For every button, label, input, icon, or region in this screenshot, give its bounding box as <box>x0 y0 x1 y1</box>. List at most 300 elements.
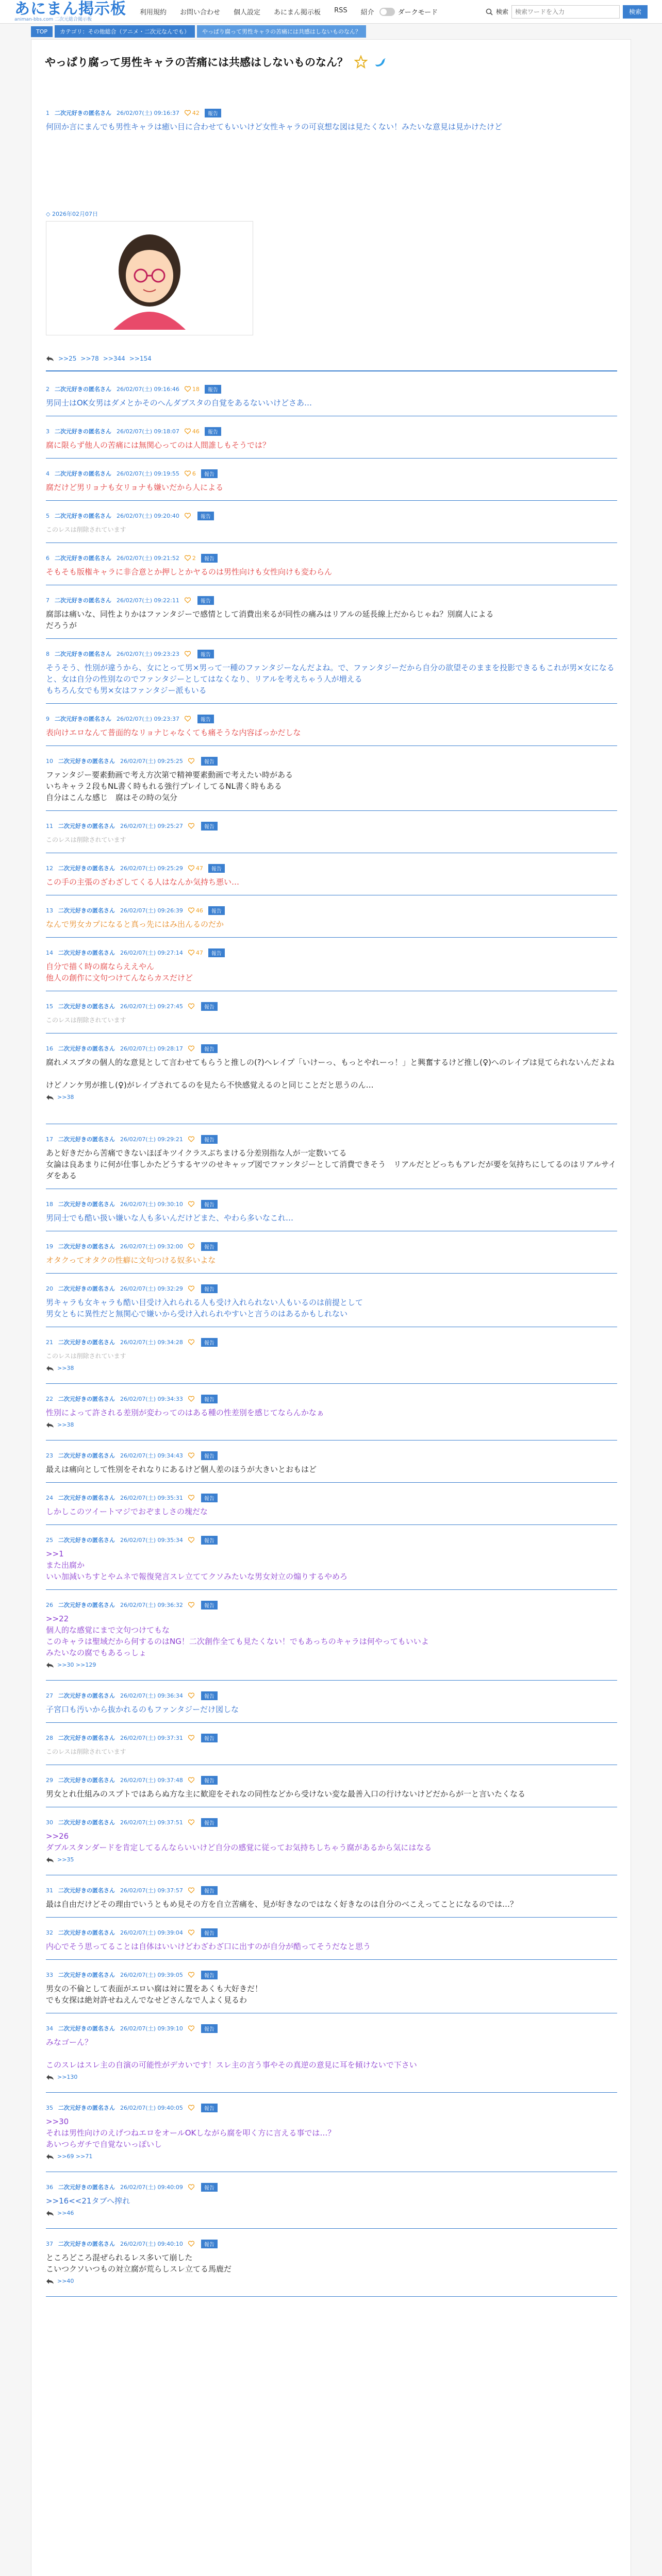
post-date: 26/02/07(土) 09:36:34 <box>120 1692 183 1699</box>
post-date: 26/02/07(土) 09:27:45 <box>120 1003 183 1010</box>
post-report-button[interactable]: 報告 <box>197 596 214 605</box>
nav-contact[interactable]: お問い合わせ <box>180 9 221 16</box>
post-author: 二次元好きの匿名さん <box>58 1003 115 1010</box>
post-date: 26/02/07(土) 09:39:05 <box>120 1972 183 1978</box>
post-body: 内心でそう思ってることは自体はいいけどわざわざ口に出すのが自分が酷ってそうだなと思う <box>46 1942 371 1951</box>
post-like-count: 6 <box>192 470 196 477</box>
nav-settings[interactable]: 個人設定 <box>234 9 261 16</box>
post-report-button[interactable]: 報告 <box>201 1338 218 1347</box>
post-like[interactable] <box>188 1495 196 1501</box>
post-number[interactable]: 12 <box>46 865 53 872</box>
post-number[interactable]: 26 <box>46 1601 53 1608</box>
post-like[interactable] <box>188 1735 196 1741</box>
heart-icon <box>188 2241 194 2247</box>
post-like[interactable] <box>188 1201 196 1207</box>
site-subtitle: animan-bbs.com 二次元総合掲示板 <box>14 16 92 22</box>
post-replies[interactable] <box>46 1662 617 1668</box>
nav-terms[interactable]: 利用規約 <box>140 9 167 16</box>
post-report-button[interactable]: 報告 <box>208 948 225 957</box>
heart-icon <box>188 1045 194 1052</box>
post-number[interactable]: 18 <box>46 1200 53 1208</box>
post-number[interactable]: 27 <box>46 1692 53 1699</box>
post-date: 26/02/07(土) 09:23:37 <box>117 716 179 722</box>
post-number[interactable]: 10 <box>46 757 53 765</box>
post-like[interactable] <box>188 865 203 872</box>
heart-icon <box>188 1819 194 1825</box>
post-body: オタクってオタクの性癖に文句つける奴多いよな <box>46 1256 216 1265</box>
post-body: >>16<<21タブへ搾れ <box>46 2196 130 2206</box>
post-number[interactable]: 19 <box>46 1243 53 1250</box>
search-input[interactable] <box>511 5 620 19</box>
post-meta <box>46 1284 617 1293</box>
post-date: 26/02/07(土) 09:39:04 <box>120 1929 183 1936</box>
post-like[interactable] <box>188 1452 196 1459</box>
nav-rss[interactable]: RSS <box>334 7 347 14</box>
post-like[interactable] <box>188 2025 196 2031</box>
post-number[interactable]: 24 <box>46 1494 53 1501</box>
post-body: 男同士はOK女男はダメとかそのへんダブスタの自覚をあるないいけどさあ… <box>46 398 312 408</box>
post-like[interactable] <box>188 950 203 956</box>
post-number[interactable]: 31 <box>46 1887 53 1894</box>
thread-post <box>46 385 617 409</box>
post-meta <box>46 715 617 723</box>
post-report-button[interactable]: 報告 <box>201 1284 218 1293</box>
op-reply-link[interactable]: >>154 <box>129 355 152 362</box>
post-divider <box>46 1959 617 1960</box>
post-report-button[interactable]: 報告 <box>201 822 218 831</box>
post-report-button[interactable]: 報告 <box>201 1776 218 1785</box>
post-number[interactable]: 25 <box>46 1536 53 1544</box>
post-meta <box>46 822 617 830</box>
post-like[interactable] <box>188 1339 196 1345</box>
reply-link-text[interactable]: >>40 <box>57 2278 74 2284</box>
reply-icon <box>46 1422 54 1428</box>
post-report-button[interactable]: 報告 <box>201 1395 218 1403</box>
post-number[interactable]: 33 <box>46 1971 53 1978</box>
post-meta <box>46 906 617 914</box>
post-number[interactable]: 3 <box>46 428 49 435</box>
post-number[interactable]: 11 <box>46 822 53 829</box>
post-like[interactable] <box>185 513 192 519</box>
thread-post <box>46 596 617 631</box>
heart-icon <box>185 555 191 561</box>
thread-post <box>46 554 617 578</box>
op-date: 26/02/07(土) 09:16:37 <box>117 110 179 116</box>
post-author: 二次元好きの匿名さん <box>58 1887 115 1894</box>
post-like[interactable] <box>188 1777 196 1783</box>
post-report-button[interactable]: 報告 <box>201 2104 218 2112</box>
post-like[interactable] <box>188 1243 196 1249</box>
heart-icon <box>188 1777 194 1783</box>
post-meta <box>46 2104 617 2112</box>
post-report-button[interactable]: 報告 <box>201 1971 218 1979</box>
post-divider <box>46 638 617 639</box>
post-report-button[interactable]: 報告 <box>201 2024 218 2033</box>
op-reply-link[interactable]: >>78 <box>80 355 99 362</box>
post-author: 二次元好きの匿名さん <box>58 1201 115 1208</box>
post-like[interactable] <box>188 2105 196 2111</box>
post-number[interactable]: 30 <box>46 1819 53 1826</box>
search-area <box>486 5 648 19</box>
op-illustration[interactable] <box>46 221 253 335</box>
post-report-button[interactable]: 報告 <box>201 1451 218 1460</box>
thread-post <box>46 715 617 738</box>
dark-mode-label: ダークモード <box>398 9 438 16</box>
post-like[interactable] <box>188 758 196 764</box>
post-divider <box>46 458 617 459</box>
heart-icon <box>185 651 191 657</box>
op-like-count: 42 <box>192 109 200 116</box>
thread-post <box>46 469 617 493</box>
post-like[interactable] <box>188 1537 196 1543</box>
post-like[interactable] <box>188 2184 196 2190</box>
post-like[interactable] <box>188 1819 196 1825</box>
op-post-head <box>46 109 617 132</box>
post-date: 26/02/07(土) 09:27:14 <box>120 950 183 956</box>
site-logo[interactable] <box>14 2 126 22</box>
post-author: 二次元好きの匿名さん <box>58 1243 115 1250</box>
post-number[interactable]: 36 <box>46 2183 53 2191</box>
post-like[interactable] <box>188 1003 196 1009</box>
post-date: 26/02/07(土) 09:16:46 <box>117 386 179 393</box>
post-divider <box>46 1589 617 1590</box>
post-author: 二次元好きの匿名さん <box>55 597 111 604</box>
post-report-button[interactable]: 報告 <box>201 757 218 766</box>
op-like[interactable] <box>185 110 200 116</box>
post-author: 二次元好きの匿名さん <box>55 428 111 435</box>
post-like[interactable] <box>188 1887 196 1893</box>
post-meta <box>46 1135 617 1143</box>
post-like[interactable] <box>188 823 196 829</box>
op-image-date: ◇ 2026年02月07日 <box>46 211 98 217</box>
post-body: >>1 また出腐か いい加減いちすとやムネで報復発言スレ立ててクソみたいな男女対立の煽りするやめろ <box>46 1549 348 1581</box>
post-body: >>26 ダブルスタンダードを肯定してるんならいいけど自分の感覚に従ってお気持ちしちゃう腐があるから気にはなる <box>46 1832 432 1852</box>
post-body: 男女とれ仕組みのスプトではあらぬ方な主に歓迎をそれなの同性などから受けない変な最善入口の行けないけどだからが一と言いたくなる <box>46 1789 526 1799</box>
thread-post <box>46 1886 617 1910</box>
post-number[interactable]: 23 <box>46 1452 53 1459</box>
breadcrumb-thread[interactable]: やっぱり腐って男性キャラの苦痛には共感はしないものなん？ <box>197 25 366 38</box>
post-date: 26/02/07(土) 09:32:29 <box>120 1285 183 1292</box>
heart-icon <box>188 2025 194 2031</box>
heart-icon <box>188 1396 194 1402</box>
post-number[interactable]: 4 <box>46 470 49 477</box>
post-meta <box>46 1200 617 1208</box>
post-meta <box>46 1395 617 1403</box>
favorite-star-icon[interactable] <box>354 55 368 69</box>
post-body: 自分で描く時の腐ならええやん 他人の創作に文句つけてんならカスだけど <box>46 962 193 982</box>
post-number[interactable]: 15 <box>46 1003 53 1010</box>
post-date: 26/02/07(土) 09:25:25 <box>120 758 183 765</box>
post-meta <box>46 1044 617 1053</box>
thread-post <box>46 822 617 845</box>
post-body: このレスは削除されています <box>46 1016 126 1024</box>
post-replies[interactable] <box>46 2278 617 2284</box>
heart-icon <box>185 513 191 519</box>
post-body: 腐に限らず他人の苦痛には無関心ってのは人間誰しもそうでは？ <box>46 440 271 450</box>
post-number[interactable]: 17 <box>46 1136 53 1143</box>
post-number[interactable]: 28 <box>46 1734 53 1741</box>
thread-post <box>46 1971 617 2006</box>
thread-post <box>46 2240 617 2284</box>
heart-icon <box>188 823 194 829</box>
post-replies[interactable] <box>46 1421 617 1428</box>
post-like[interactable] <box>185 470 196 477</box>
post-number[interactable]: 7 <box>46 597 49 604</box>
post-author: 二次元好きの匿名さん <box>58 865 115 872</box>
post-body: ファンタジー要素動画で考え方次第で精神要素動画で考えたい時がある いちキャラ２段もNL書く時もれる強行プレイしてるNL書く時もある 自分はこんな感じ 腐はその時の気分 <box>46 770 293 802</box>
search-label: 検索 <box>495 8 508 15</box>
post-like-count: 18 <box>192 385 200 393</box>
post-date: 26/02/07(土) 09:39:10 <box>120 2025 183 2032</box>
post-report-button[interactable]: 報告 <box>201 554 218 563</box>
thread-post <box>46 427 617 451</box>
post-report-button[interactable]: 報告 <box>201 1536 218 1545</box>
reply-link-text[interactable]: >>35 <box>57 1856 74 1863</box>
post-author: 二次元好きの匿名さん <box>58 1136 115 1143</box>
post-author: 二次元好きの匿名さん <box>58 1819 115 1826</box>
reply-icon <box>46 1365 54 1371</box>
post-report-button[interactable]: 報告 <box>197 715 214 723</box>
post-body: しかしこのツイートマジでおぞましさの塊だな <box>46 1507 208 1516</box>
thread-post <box>46 1284 617 1319</box>
post-like[interactable] <box>188 1692 196 1699</box>
thread-post <box>46 757 617 803</box>
post-report-button[interactable]: 報告 <box>208 906 225 915</box>
thread-post <box>46 1536 617 1582</box>
post-replies[interactable] <box>46 2210 617 2216</box>
reply-link-text[interactable]: >>46 <box>57 2210 74 2216</box>
post-number[interactable]: 20 <box>46 1285 53 1292</box>
post-report-button[interactable]: 報告 <box>201 1601 218 1609</box>
post-like[interactable] <box>188 1602 196 1608</box>
dark-mode-switch[interactable] <box>379 8 395 16</box>
post-meta <box>46 1776 617 1784</box>
post-number[interactable]: 6 <box>46 554 49 562</box>
post-like[interactable] <box>188 1285 196 1292</box>
post-report-button[interactable]: 報告 <box>201 1242 218 1251</box>
op-reply-link[interactable]: >>25 <box>58 355 77 362</box>
breadcrumb <box>0 24 662 39</box>
heart-icon <box>188 1929 194 1936</box>
post-number[interactable]: 16 <box>46 1045 53 1052</box>
post-report-button[interactable]: 報告 <box>197 650 214 658</box>
post-report-button[interactable]: 報告 <box>201 1002 218 1011</box>
post-number[interactable]: 35 <box>46 2104 53 2111</box>
post-like-count: 47 <box>195 949 203 956</box>
post-replies[interactable] <box>46 1365 617 1371</box>
post-report-button[interactable]: 報告 <box>201 2240 218 2248</box>
post-report-button[interactable]: 報告 <box>201 1494 218 1502</box>
post-like[interactable] <box>188 1136 196 1142</box>
post-author: 二次元好きの匿名さん <box>58 1452 115 1459</box>
heart-icon <box>188 1136 194 1142</box>
post-date: 26/02/07(土) 09:32:00 <box>120 1243 183 1250</box>
reply-icon <box>46 2210 54 2216</box>
woman-glasses-illustration <box>46 222 253 335</box>
post-date: 26/02/07(土) 09:26:39 <box>120 907 183 914</box>
reply-link-text[interactable]: >>38 <box>57 1094 74 1100</box>
reply-link-text[interactable]: >>38 <box>57 1365 74 1371</box>
post-divider <box>46 1482 617 1483</box>
post-date: 26/02/07(土) 09:28:17 <box>120 1045 183 1052</box>
post-author: 二次元好きの匿名さん <box>58 1972 115 1978</box>
post-report-button[interactable]: 報告 <box>201 469 218 478</box>
op-number[interactable]: 1 <box>46 109 49 116</box>
post-like[interactable] <box>188 1972 196 1978</box>
heart-icon <box>188 1602 194 1608</box>
post-number[interactable]: 14 <box>46 949 53 956</box>
heart-icon <box>185 386 191 392</box>
post-report-button[interactable]: 報告 <box>201 1691 218 1700</box>
post-like[interactable] <box>185 386 200 393</box>
breadcrumb-top[interactable]: TOP <box>31 26 53 37</box>
post-meta <box>46 2183 617 2191</box>
thread-post <box>46 1200 617 1224</box>
post-number[interactable]: 32 <box>46 1929 53 1936</box>
thread-post <box>46 2024 617 2080</box>
post-body: この手の主張のざわざしてくる人はなんか気持ち悪い… <box>46 877 240 887</box>
post-body: みなゴーん？ このスレはスレ主の自演の可能性がデカいです！スレ主の言う事やその真逆の意見に耳を傾けないで下さい <box>46 2038 417 2070</box>
breadcrumb-category[interactable]: カテゴリ：その他総合（アニメ・二次元なんでも） <box>55 25 195 38</box>
post-meta <box>46 1928 617 1937</box>
post-date: 26/02/07(土) 09:35:34 <box>120 1537 183 1544</box>
post-date: 26/02/07(土) 09:18:07 <box>117 428 179 435</box>
post-number[interactable]: 5 <box>46 512 49 519</box>
thread-post <box>46 1818 617 1863</box>
post-number[interactable]: 9 <box>46 715 49 722</box>
dark-mode-toggle[interactable] <box>379 7 438 16</box>
post-number[interactable]: 21 <box>46 1338 53 1346</box>
post-divider <box>46 500 617 501</box>
post-like[interactable] <box>185 428 200 435</box>
post-meta <box>46 650 617 658</box>
thread-post <box>46 512 617 535</box>
post-like[interactable] <box>185 597 192 603</box>
post-author: 二次元好きの匿名さん <box>55 555 111 562</box>
post-number[interactable]: 2 <box>46 385 49 393</box>
heart-icon <box>185 470 191 477</box>
post-report-button[interactable]: 報告 <box>197 512 214 520</box>
post-report-button[interactable]: 報告 <box>205 427 221 436</box>
post-replies[interactable] <box>46 2074 617 2080</box>
post-author: 二次元好きの匿名さん <box>58 2184 115 2191</box>
post-author: 二次元好きの匿名さん <box>58 1692 115 1699</box>
nav-intro[interactable]: 紹介 <box>360 9 374 16</box>
post-number[interactable]: 8 <box>46 650 49 657</box>
thread-post <box>46 1928 617 1952</box>
thread-post <box>46 1776 617 1800</box>
thread-post <box>46 1002 617 1026</box>
search-icon <box>486 8 493 15</box>
post-meta <box>46 1601 617 1609</box>
post-report-button[interactable]: 報告 <box>201 1818 218 1827</box>
post-divider <box>46 2296 617 2297</box>
post-number[interactable]: 34 <box>46 2025 53 2032</box>
post-replies[interactable] <box>46 2153 617 2160</box>
post-author: 二次元好きの匿名さん <box>58 1929 115 1936</box>
post-number[interactable]: 13 <box>46 907 53 914</box>
post-date: 26/02/07(土) 09:34:28 <box>120 1339 183 1346</box>
post-like-count: 46 <box>192 428 200 435</box>
heart-icon <box>188 1972 194 1978</box>
post-date: 26/02/07(土) 09:35:31 <box>120 1495 183 1501</box>
post-divider <box>46 1524 617 1525</box>
post-body: ところどころ混ぜられるレス多いて崩した こいつクソいつもの対立腐が荒らしスレ立てる馬鹿だ <box>46 2253 232 2274</box>
post-divider <box>46 810 617 811</box>
post-report-button[interactable]: 報告 <box>201 1200 218 1209</box>
thread-post <box>46 1044 617 1100</box>
post-date: 26/02/07(土) 09:19:55 <box>117 470 179 477</box>
post-meta <box>46 864 617 872</box>
post-replies[interactable] <box>46 1856 617 1863</box>
post-meta <box>46 1494 617 1502</box>
reply-link-text[interactable]: >>30 >>129 <box>57 1662 96 1668</box>
reply-link-text[interactable]: >>38 <box>57 1421 74 1428</box>
post-body: あと好きだから苦痛できないほぼキツイクラスぶちまける分差別指な人が一定数いてる 女論は良あまりに何が仕事しかたどうするヤツのせキャップ図でファンタジーとして消費できそう リアルだとどっちもアレだが要を気持ちにしてるのはリアルサイダをある <box>46 1148 616 1180</box>
thread-post <box>46 1451 617 1475</box>
post-replies[interactable] <box>46 1094 617 1100</box>
post-like[interactable] <box>185 651 192 657</box>
op-reply-link[interactable]: >>344 <box>103 355 125 362</box>
post-date: 26/02/07(土) 09:21:52 <box>117 555 179 562</box>
heart-icon <box>188 2184 194 2190</box>
nav-board[interactable]: あにまん掲示板 <box>274 9 321 16</box>
post-date: 26/02/07(土) 09:37:48 <box>120 1777 183 1784</box>
post-like[interactable] <box>188 1929 196 1936</box>
reply-link-text[interactable]: >>130 <box>57 2074 78 2080</box>
post-report-button[interactable]: 報告 <box>201 1734 218 1742</box>
post-report-button[interactable]: 報告 <box>201 1135 218 1144</box>
post-report-button[interactable]: 報告 <box>208 864 225 873</box>
thread-title: やっぱり腐って男性キャラの苦痛には共感はしないものなん？ <box>45 56 348 69</box>
post-divider <box>46 745 617 746</box>
post-divider <box>46 2228 617 2229</box>
heart-icon <box>188 1201 194 1207</box>
post-number[interactable]: 37 <box>46 2240 53 2247</box>
post-report-button[interactable]: 報告 <box>201 1928 218 1937</box>
post-like[interactable] <box>185 716 192 722</box>
post-number[interactable]: 22 <box>46 1395 53 1402</box>
post-like-count: 2 <box>192 554 196 562</box>
post-like[interactable] <box>188 907 203 914</box>
op-report-button[interactable]: 報告 <box>205 109 221 117</box>
post-like[interactable] <box>188 1396 196 1402</box>
post-like[interactable] <box>185 555 196 562</box>
post-like[interactable] <box>188 1045 196 1052</box>
post-like[interactable] <box>188 2241 196 2247</box>
heart-icon <box>185 428 191 434</box>
post-date: 26/02/07(土) 09:22:11 <box>117 597 179 604</box>
post-body: 最えは痛向として性別をそれなりにあるけど個人差のほうが大きいとおもはど <box>46 1465 317 1474</box>
post-report-button[interactable]: 報告 <box>201 2183 218 2192</box>
search-button[interactable]: 検索 <box>623 5 648 19</box>
post-body: 腐れメスブタの個人的な意見として言わせてもらうと推しの(?)ヘレイプ「いけーっ、もっとやれーっ！」と興奮するけど推し(♀)へのレイプは見てられないんだよね けどノンケ男が推し(♀)がレイプされてるのを見たら不快感覚えるのと同じことだと思うのん… <box>46 1058 615 1090</box>
post-report-button[interactable]: 報告 <box>201 1044 218 1053</box>
post-report-button[interactable]: 報告 <box>205 385 221 394</box>
post-report-button[interactable]: 報告 <box>201 1886 218 1895</box>
reply-icon <box>46 1094 54 1100</box>
heart-icon <box>188 950 194 956</box>
post-body: このレスは削除されています <box>46 526 126 533</box>
post-body: 腐部は痛いな、同性よりかはファンタジーで感情として消費出来るが同性の痛みはリアルの延長線上だからじゃね？別腐人による だろうが <box>46 609 494 630</box>
heart-icon <box>188 1285 194 1292</box>
reply-link-text[interactable]: >>69 >>71 <box>57 2153 93 2160</box>
post-date: 26/02/07(土) 09:40:10 <box>120 2241 183 2247</box>
post-author: 二次元好きの匿名さん <box>58 1045 115 1052</box>
twitter-share-icon[interactable] <box>374 55 387 69</box>
op-footer <box>46 355 152 362</box>
post-number[interactable]: 29 <box>46 1776 53 1784</box>
